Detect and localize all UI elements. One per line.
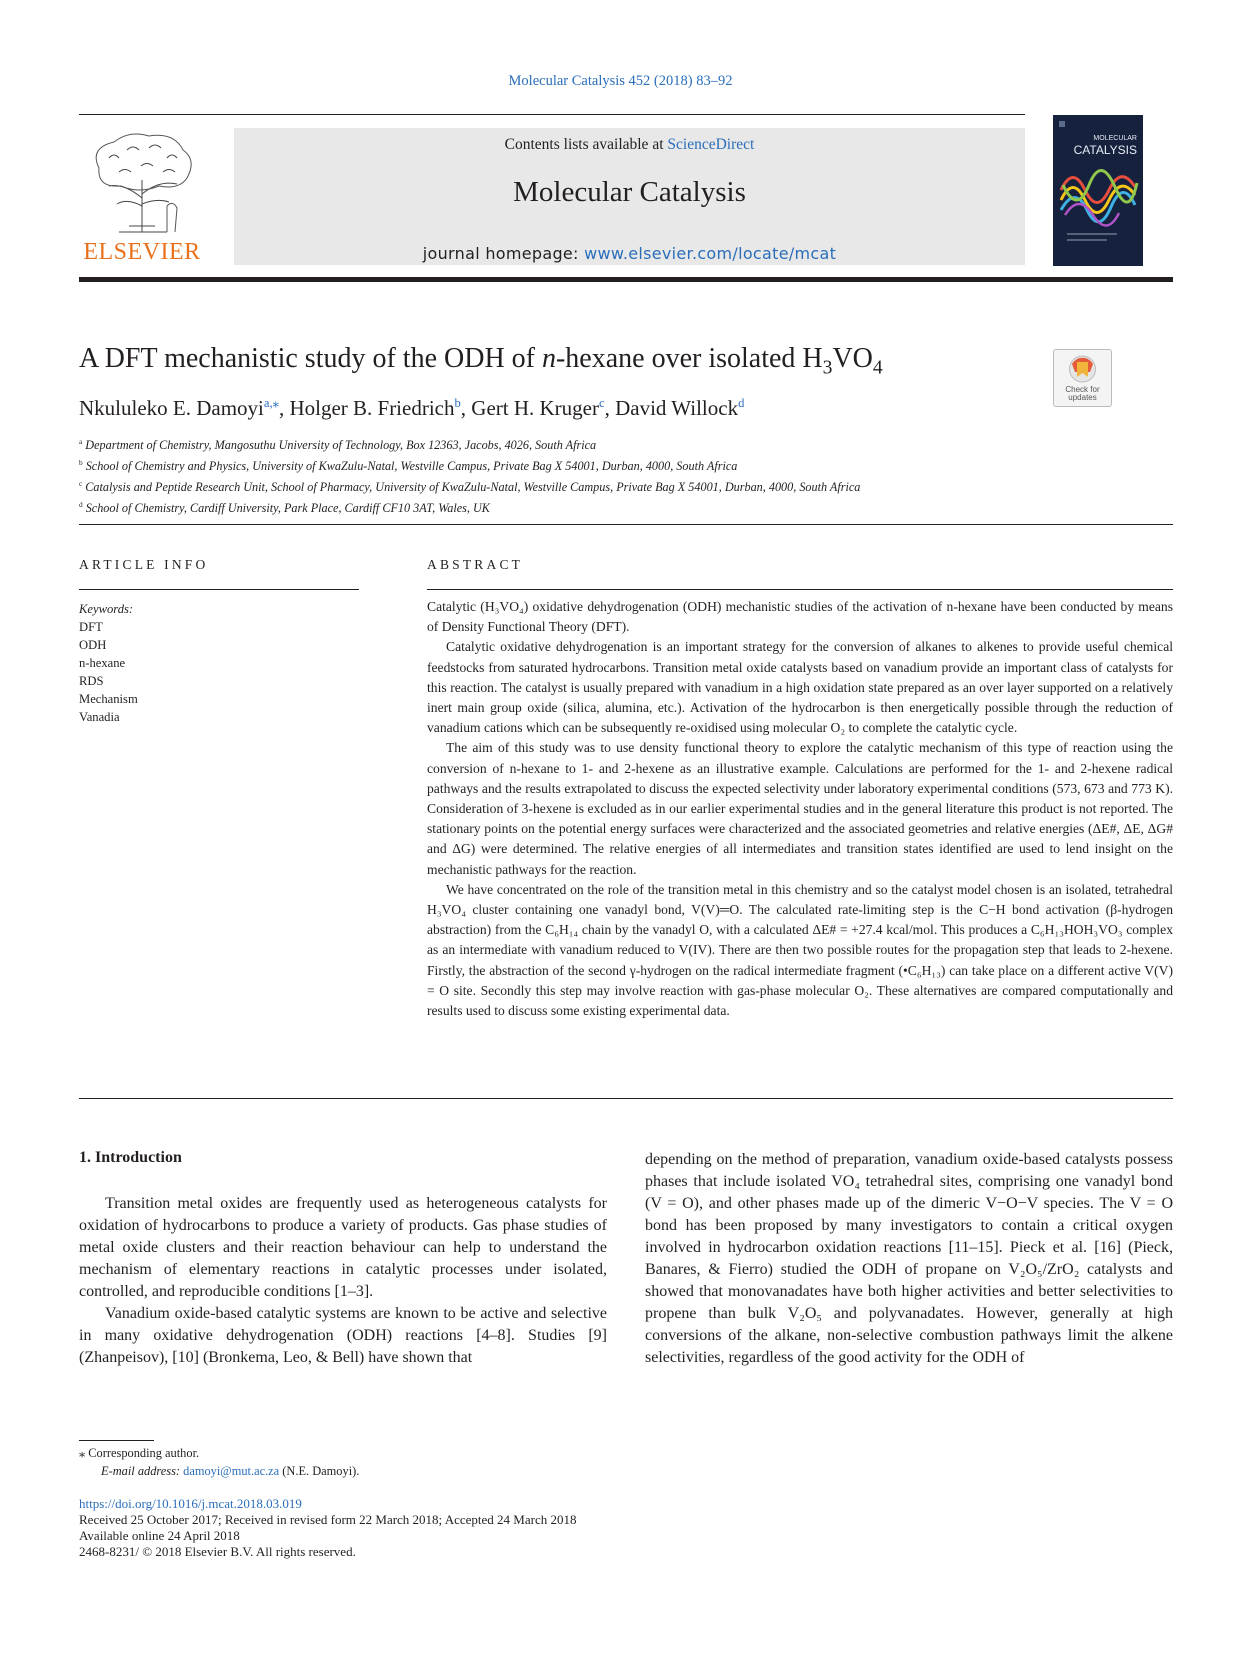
author-separator: , [460,396,472,420]
title-part: -hexane over isolated H [555,343,823,374]
article-title [79,343,883,380]
author-affiliation-mark[interactable]: b [454,396,461,410]
affiliation-text: School of Chemistry, Cardiff University, Park Place, Cardiff CF10 3AT, Wales, UK [85,501,490,516]
affiliation-text: Catalysis and Peptide Research Unit, School of Pharmacy, University of KwaZulu-Natal, Westville Campus, Private Bag X 54001, Durban, 4000, South Africa [85,480,861,495]
body-column-right [645,1149,1173,1369]
footnote-rule [79,1440,154,1441]
author-list [79,395,744,421]
journal-reference[interactable]: Molecular Catalysis 452 (2018) 83–92 [508,73,733,89]
author-affiliation-mark[interactable]: d [738,396,745,410]
abstract-rule [427,589,1173,590]
doi-link[interactable]: https://doi.org/10.1016/j.mcat.2018.03.019 [79,1496,302,1511]
author-separator: , [278,396,290,420]
body-column-left [79,1193,607,1369]
copyright-line: 2468-8231/ © 2018 Elsevier B.V. All rights reserved. [79,1544,356,1559]
body-paragraph: depending on the method of preparation, vanadium oxide-based catalysts possess phases that include isolated VO₄ tetrahedral sites, comprising one vanadyl bond (V = O), and other phases made up of the dimeric V−O−V species. The V = O bond has been proposed by many investigators to contain a critical oxygen involved in hydrocarbon oxidation reactions [11–15]. Pieck et al. [16] (Pieck, Banares, & Fierro) studied the ODH of propane on V₂O₅/ZrO₂ catalysts and showed that monovanadates have both higher activities and better selectivities to propene than bulk V₂O₅ and polyvanadates. However, generally at high conversions of the alkane, non-selective combustion pathways limit the alkene selectivities, regardless of the good activity for the ODH of [645,1151,1173,1366]
email-label: E-mail address: [101,1464,184,1478]
author-name: Gert H. Kruger [471,396,599,420]
author-name: Nkululeko E. Damoyi [79,396,264,420]
check-for-updates-label: Check for updates [1065,385,1100,402]
header-top-rule [79,114,1025,115]
affiliation [79,496,860,517]
check-for-updates-icon [1054,350,1111,386]
author[interactable] [471,396,604,420]
check-for-updates-button[interactable] [1053,349,1112,407]
author-affiliation-mark[interactable]: a,⁎ [263,396,279,410]
author-affiliation-mark[interactable]: c [598,396,605,410]
article-metadata [79,1496,576,1560]
contents-line [234,136,1025,154]
journal-name: Molecular Catalysis [513,176,746,208]
title-italic: n [541,343,556,374]
keyword: ODH [79,638,107,652]
abstract-heading: ABSTRACT [427,557,524,572]
abstract-paragraph: Catalytic oxidative dehydrogenation is an important strategy for the conversion of alkanes to alkenes to provide useful chemical feedstocks from saturated hydrocarbons. Transition metal oxide catalysts based on vanadium provide an important class of catalysts for this reaction. The catalyst is usually prepared with vanadium in a high oxidation state prepared as an over layer supported on a relatively inert main group oxide (silica, alumina, etc.). Activation of the hydrocarbon is then energetically possible through the reduction of vanadium cations which can be subsequently re-oxidised using molecular O₂ to complete the catalytic cycle. [427,639,1173,736]
keyword: DFT [79,620,103,634]
available-online-date: Available online 24 April 2018 [79,1528,240,1543]
title-subscript: 3 [822,357,833,379]
section-rule [79,1098,1173,1099]
corresponding-author-note: ⁎ Corresponding author. [79,1446,200,1460]
author-separator: , [604,396,616,420]
affiliation-text: Department of Chemistry, Mangosuthu University of Technology, Box 12363, Jacobs, 4026, South Africa [85,438,597,453]
title-part: VO [832,343,873,374]
affiliation-list [79,433,860,517]
author[interactable] [615,396,744,420]
abstract-paragraph: The aim of this study was to use density functional theory to explore the catalytic mechanism of this type of reaction using the conversion of n-hexane to 1- and 2-hexene as an illustrative example. Calculations are performed for the 1- and 2-hexene radical pathways and the results extrapolated to discuss the expected selectivity under laboratory experimental conditions (573, 673 and 773 K). Consideration of 3-hexene is excluded as in our earlier experimental studies and in the general literature this product is not reported. The stationary points on the potential energy surfaces were characterized and the associated geometries and relative energies (ΔE#, ΔE, ΔG# and ΔG) were determined. The relative energies of all intermediates and transition states identified are used to lend insight on the mechanistic pathways for the reaction. [427,740,1173,877]
article-info-rule [79,589,359,590]
journal-cover-image[interactable] [1053,115,1143,266]
body-paragraph: Vanadium oxide-based catalytic systems are known to be active and selective in many oxidative dehydrogenation (ODH) reactions [4–8]. Studies [9] (Zhanpeisov), [10] (Bronkema, Leo, & Bell) have shown that [79,1305,607,1366]
elsevier-logo [79,128,205,266]
journal-header [234,128,1025,265]
affiliation-mark: d [79,500,83,510]
title-subscript: 4 [872,357,883,379]
article-info-heading: ARTICLE INFO [79,557,209,572]
elsevier-tree-icon [79,128,205,236]
header-thick-rule [79,277,1173,282]
abstract-paragraph: We have concentrated on the role of the transition metal in this chemistry and so the catalyst model chosen is an isolated, tetrahedral H₃VO₄ cluster containing one vanadyl bond, V(V)═O. The calculated rate-limiting step is the C−H bond activation (β-hydrogen abstraction) from the C₆H₁₄ chain by the vanadyl O, with a calculated ΔE# = +27.4 kcal/mol. This produces a C₆H₁₃HOH₃VO₃ complex as an intermediate with vanadium reduced to V(IV). There are then two possible routes for the propagation step that leads to 2-hexene. Firstly, the abstraction of the second γ-hydrogen on the radical intermediate fragment (•C₆H₁₃) can take place on a different active V(V) = O site. Secondly this step may involve reaction with gas-phase molecular O₂. These alternatives are compared computationally and results used to discuss some existing experimental data. [427,881,1173,1019]
cover-title-big: CATALYSIS [1073,143,1137,157]
author[interactable] [289,396,460,420]
email-line [79,1462,359,1480]
email-suffix: (N.E. Damoyi). [279,1464,360,1478]
keyword: Mechanism [79,692,138,706]
abstract-text [427,597,1173,1021]
footnote [79,1444,359,1480]
affiliation [79,475,860,496]
homepage-line [234,244,1025,263]
cover-title-small: MOLECULAR [1093,135,1137,142]
affiliation-mark: a [79,437,83,446]
affiliation [79,454,860,475]
author-name: Holger B. Friedrich [289,396,455,420]
keyword: Vanadia [79,710,120,724]
email-link[interactable]: damoyi@mut.ac.za [183,1464,280,1478]
homepage-link[interactable]: www.elsevier.com/locate/mcat [584,244,837,263]
introduction-heading: 1. Introduction [79,1149,182,1166]
keyword: n-hexane [79,656,126,670]
affiliation-mark: b [79,458,83,468]
affiliation-mark: c [79,479,83,489]
contents-prefix: Contents lists available at [504,136,668,153]
keywords-label: Keywords: [79,602,134,616]
title-part: A DFT mechanistic study of the ODH of [79,343,542,374]
homepage-prefix: journal homepage: [422,244,585,263]
body-paragraph: Transition metal oxides are frequently used as heterogeneous catalysts for oxidation of hydrocarbons to produce a variety of products. Gas phase studies of metal oxide clusters and their reaction behaviour can help to understand the mechanism of elementary reactions in catalytic processes under isolated, controlled, and reproducible conditions [1–3]. [79,1195,607,1300]
keywords-list [79,600,138,726]
keyword: RDS [79,674,104,688]
author-name: David Willock [615,396,739,420]
abstract-paragraph: Catalytic (H₃VO₄) oxidative dehydrogenation (ODH) mechanistic studies of the activation of n-hexane have been conducted by means of Density Functional Theory (DFT). [427,599,1173,635]
affiliation [79,433,860,454]
cover-artwork-icon [1053,115,1143,266]
elsevier-wordmark: ELSEVIER [83,239,201,265]
received-dates: Received 25 October 2017; Received in revised form 22 March 2018; Accepted 24 March 2018 [79,1512,577,1527]
author[interactable] [79,396,279,420]
affiliation-text: School of Chemistry and Physics, University of KwaZulu-Natal, Westville Campus, Private Bag X 54001, Durban, 4000, South Africa [85,459,738,474]
sciencedirect-link[interactable]: ScienceDirect [667,136,755,153]
section-rule [79,524,1173,525]
